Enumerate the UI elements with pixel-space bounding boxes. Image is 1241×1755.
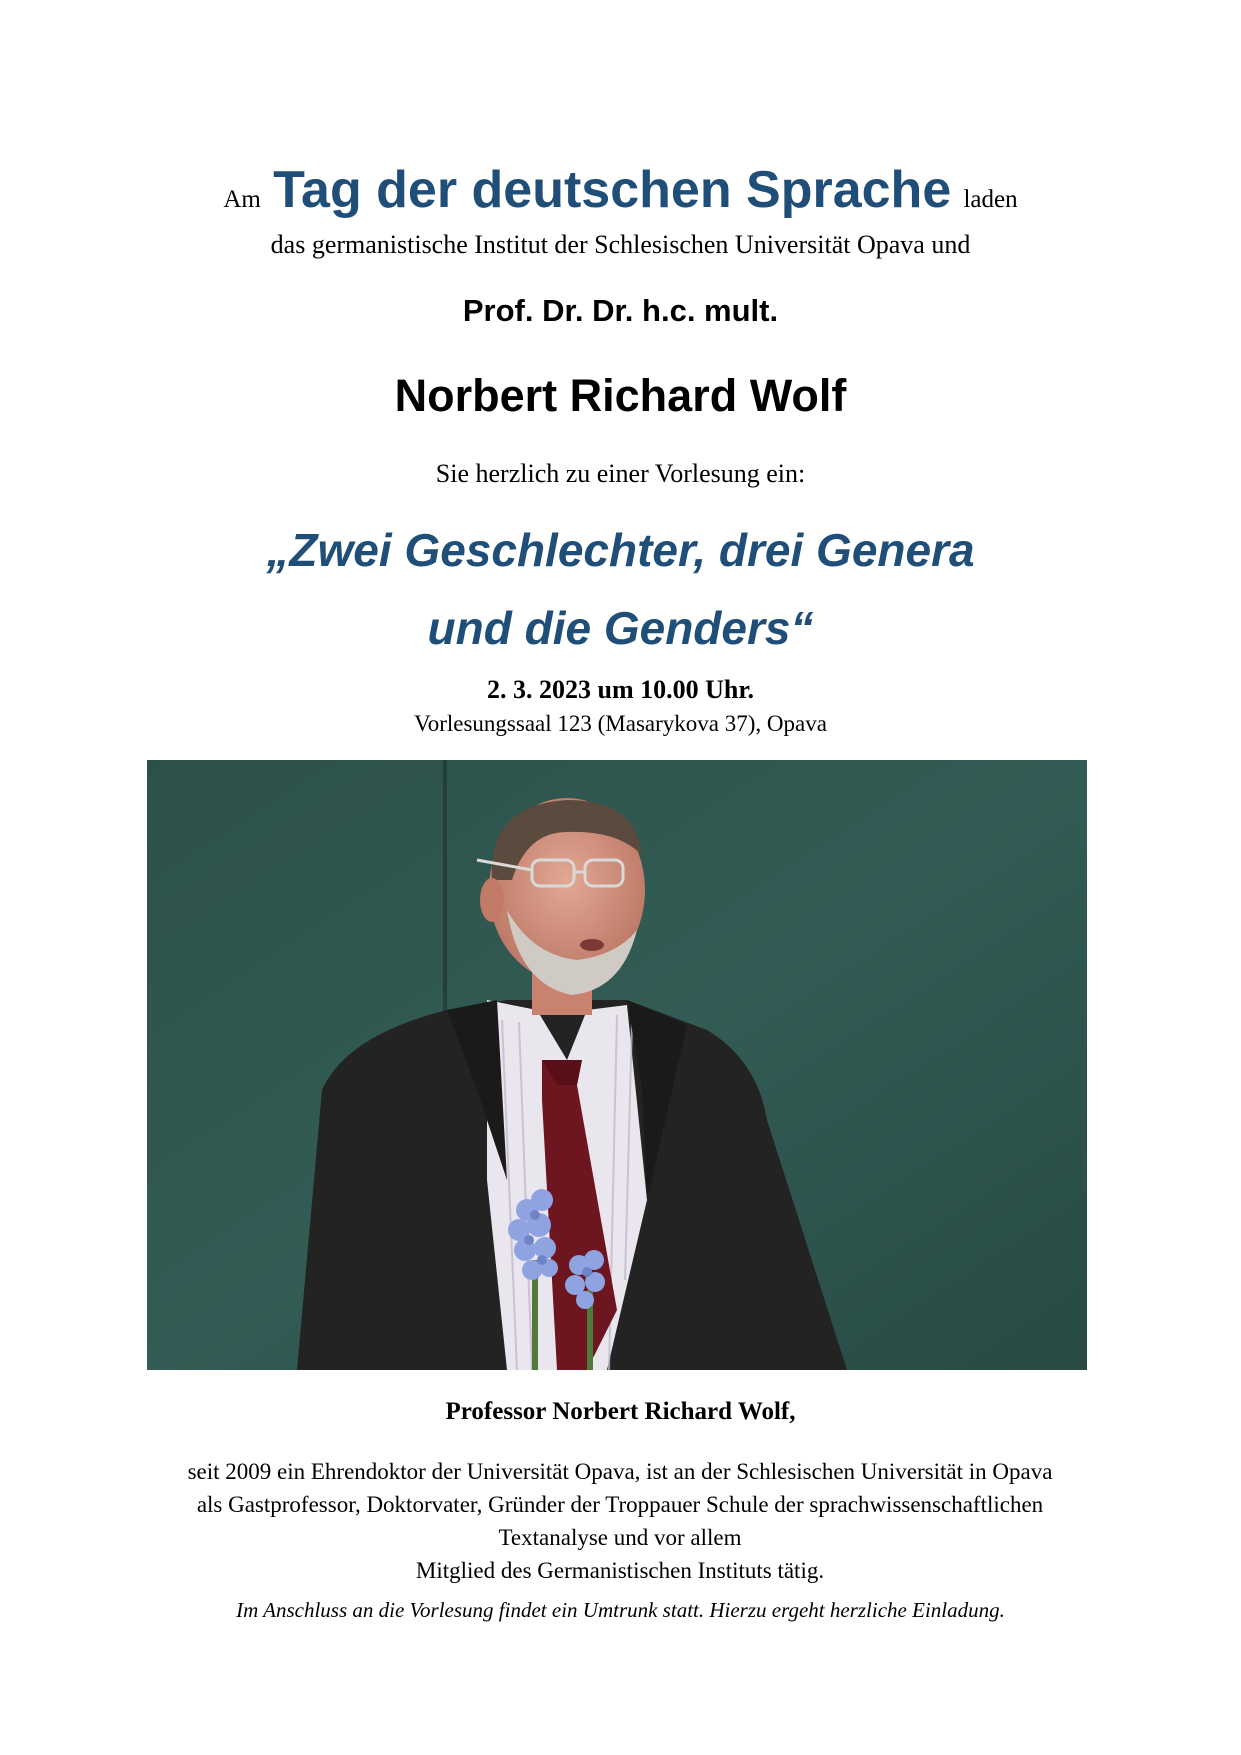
lecture-title-line-2: und die Genders“	[427, 602, 814, 654]
bio-line: als Gastprofessor, Doktorvater, Gründer der Troppauer Schule der sprachwissenschaftlichen	[196, 1492, 1044, 1517]
bio-paragraph	[120, 1455, 1120, 1587]
speaker-name: Norbert Richard Wolf	[394, 370, 847, 421]
intro-suffix: laden	[963, 186, 1018, 213]
closing-note: Im Anschluss an die Vorlesung findet ein Umtrunk statt. Hierzu ergeht herzliche Einladung.	[236, 1598, 1005, 1622]
institute-line: das germanistische Institut der Schlesischen Universität Opava und	[270, 230, 971, 259]
speaker-photo	[147, 760, 1087, 1370]
academic-title: Prof. Dr. Dr. h.c. mult.	[462, 293, 779, 328]
intro-prefix: Am	[223, 186, 261, 213]
ear	[480, 878, 504, 922]
intro-line	[0, 155, 1241, 235]
lecture-date-time: 2. 3. 2023 um 10.00 Uhr.	[486, 675, 754, 704]
lecture-title-line-1: „Zwei Geschlechter, drei Genera	[266, 524, 975, 576]
bio-line: Mitglied des Germanistischen Instituts tätig.	[415, 1558, 825, 1583]
invitation-line: Sie herzlich zu einer Vorlesung ein:	[435, 459, 806, 488]
board-seam	[443, 760, 447, 1020]
lecture-location: Vorlesungssaal 123 (Masarykova 37), Opava	[414, 711, 827, 736]
event-name-highlight: Tag der deutschen Sprache	[273, 161, 952, 219]
bio-name: Professor Norbert Richard Wolf,	[445, 1398, 796, 1425]
bio-line: Textanalyse und vor allem	[498, 1525, 742, 1550]
bio-line: seit 2009 ein Ehrendoktor der Universität Opava, ist an der Schlesischen Universität in Opava	[187, 1459, 1053, 1484]
mouth	[580, 939, 604, 951]
speaker-portrait-illustration	[147, 760, 1087, 1370]
